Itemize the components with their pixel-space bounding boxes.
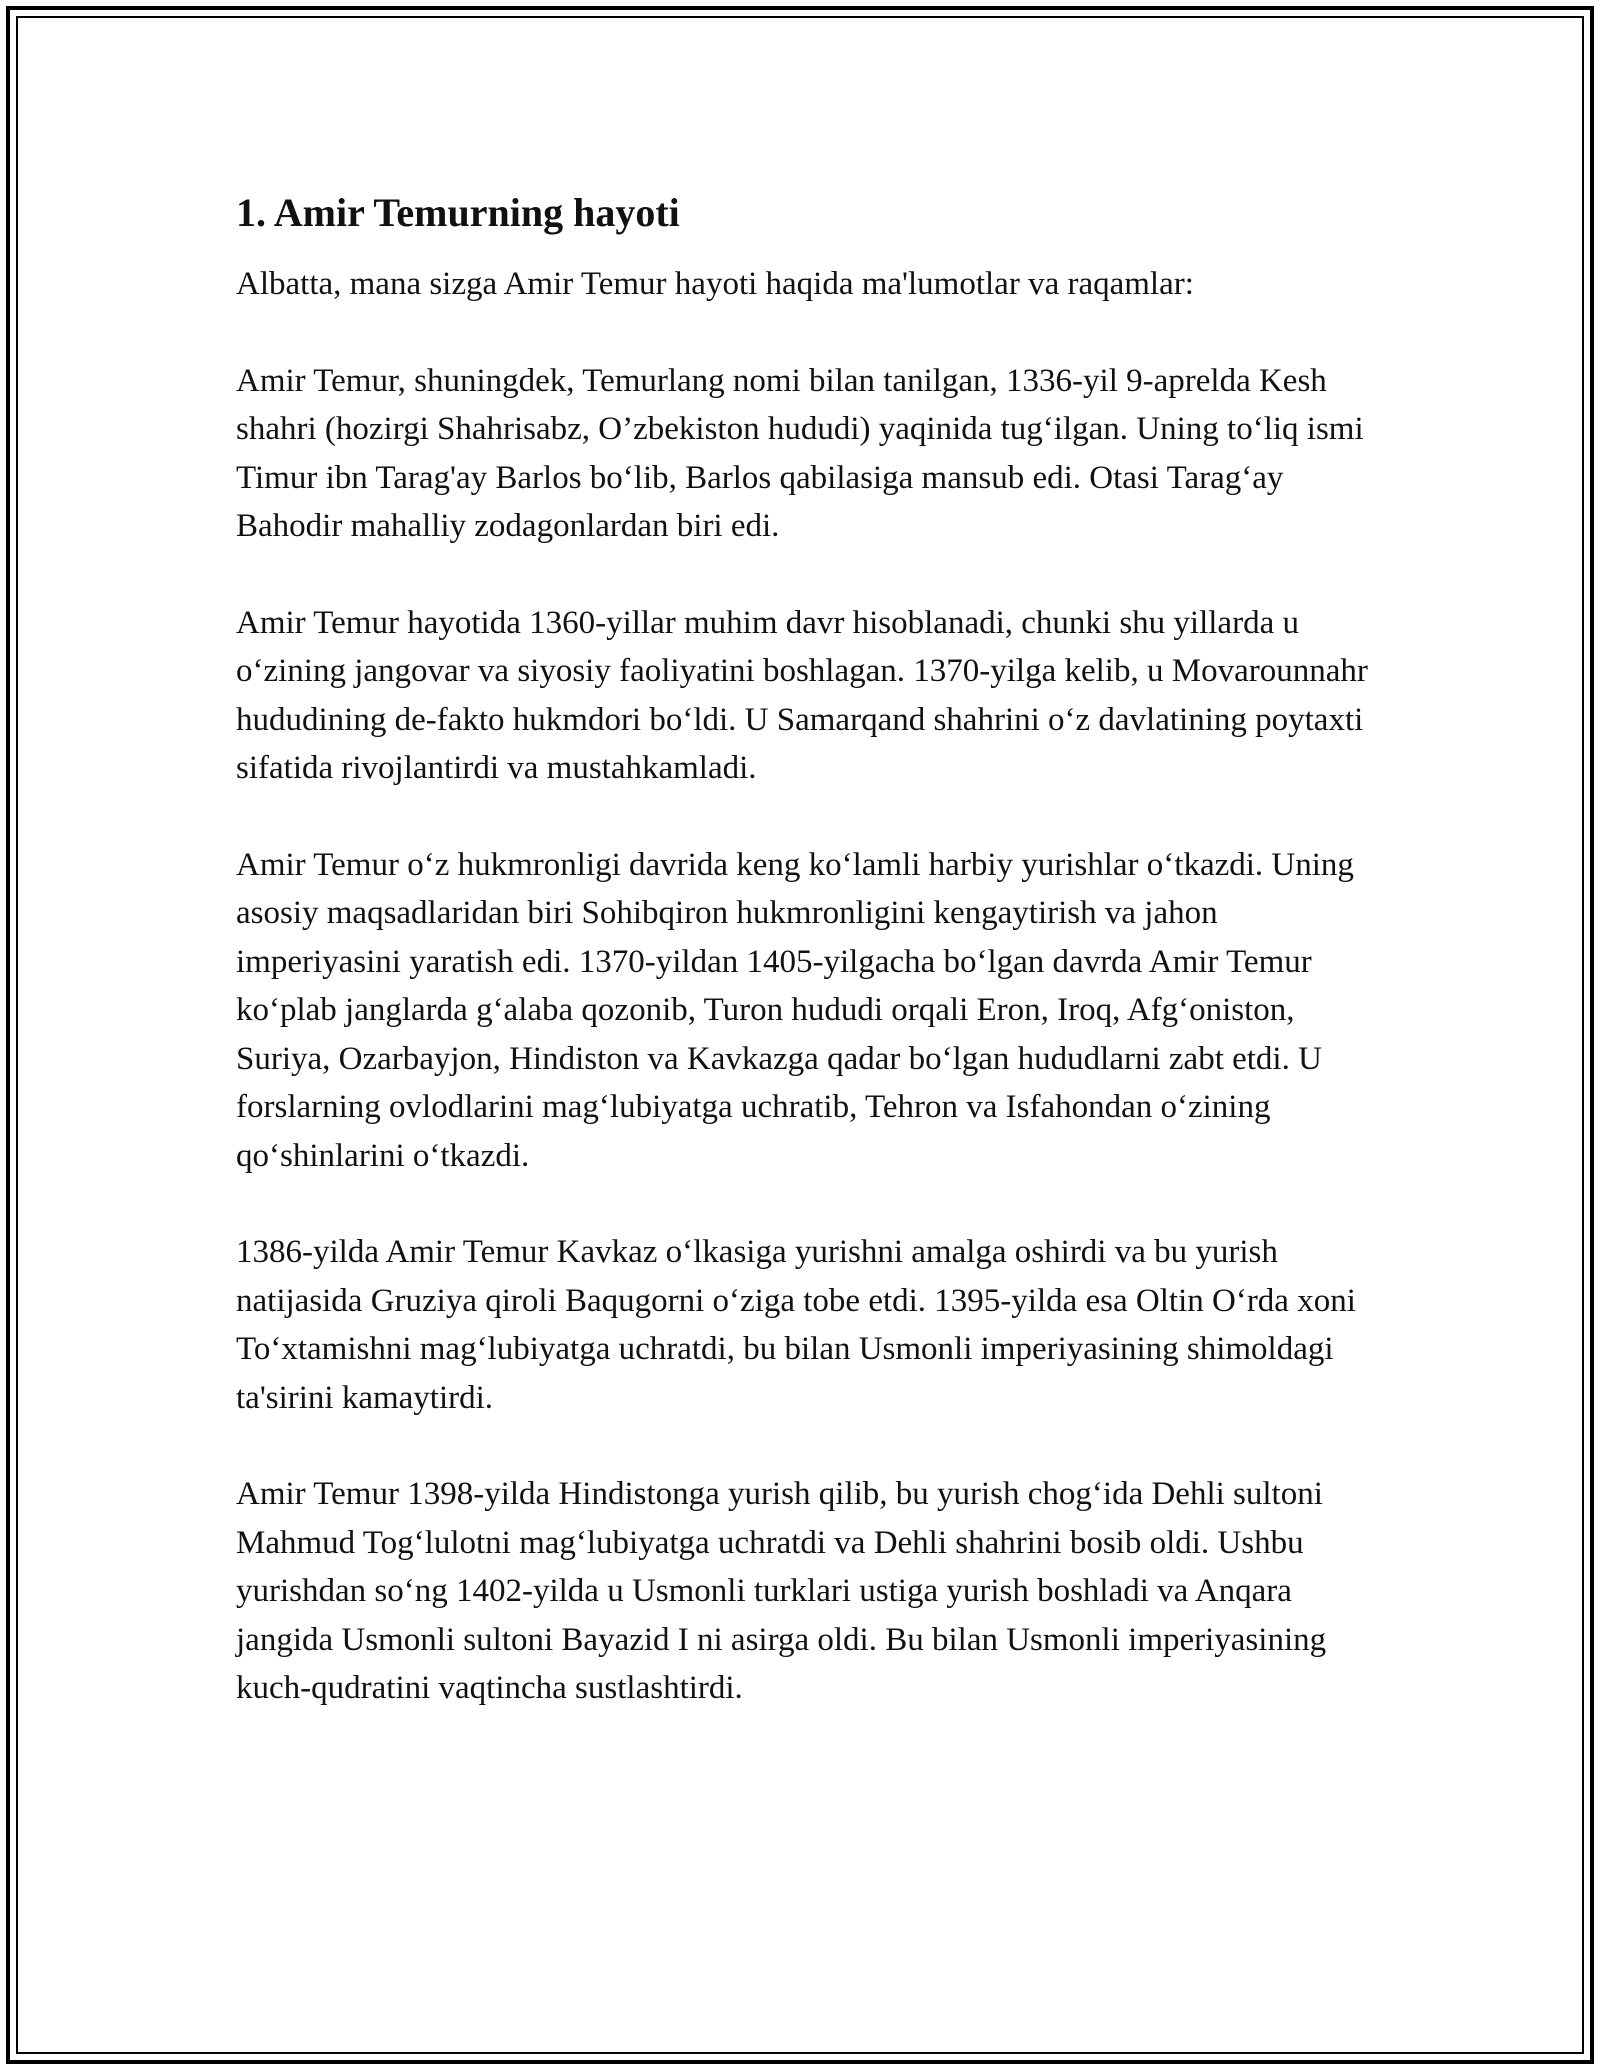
section-title: 1. Amir Temurning hayoti	[236, 190, 680, 235]
intro-paragraph: Albatta, mana sizga Amir Temur hayoti haqida ma'lumotlar va raqamlar:	[236, 266, 1194, 302]
india-ottoman-paragraph: Amir Temur 1398-yilda Hindistonga yurish qilib, bu yurish chog‘ida Dehli sultoni Mahmud Tog‘lulotni mag‘lubiyatga uchratdi va Dehli shahrini bosib oldi. Ushbu yurishdan so‘ng 1402-yilda u Usmonli turklari ustiga yurish boshladi va Anqara jangida Usmonli sultoni Bayazid I ni asirga oldi. Bu bilan Usmonli imperiyasining kuch-qudratini vaqtincha sustlashtirdi.	[236, 1476, 1327, 1706]
birth-paragraph: Amir Temur, shuningdek, Temurlang nomi bilan tanilgan, 1336-yil 9-aprelda Kesh shahri (hozirgi Shahrisabz, O’zbekiston hududi) yaqinida tug‘ilgan. Uning to‘liq ismi Timur ibn Tarag'ay Barlos bo‘lib, Barlos qabilasiga mansub edi. Otasi Tarag‘ay Bahodir mahalliy zodagonlardan biri edi.	[236, 362, 1364, 544]
document-body	[236, 188, 1372, 1761]
caucasus-paragraph: 1386-yilda Amir Temur Kavkaz o‘lkasiga yurishni amalga oshirdi va bu yurish natijasida Gruziya qiroli Baqugorni o‘ziga tobe etdi. 1395-yilda esa Oltin O‘rda xoni To‘xtamishni mag‘lubiyatga uchratdi, bu bilan Usmonli imperiyasining shimoldagi ta'sirini kamaytirdi.	[236, 1234, 1356, 1416]
conquests-paragraph: Amir Temur o‘z hukmronligi davrida keng ko‘lamli harbiy yurishlar o‘tkazdi. Uning asosiy maqsadlaridan biri Sohibqiron hukmronligini kengaytirish va jahon imperiyasini yaratish edi. 1370-yildan 1405-yilgacha bo‘lgan davrda Amir Temur ko‘plab janglarda g‘alaba qozonib, Turon hududi orqali Eron, Iroq, Afg‘oniston, Suriya, Ozarbayjon, Hindiston va Kavkazga qadar bo‘lgan hududlarni zabt etdi. U forslarning ovlodlarini mag‘lubiyatga uchratib, Tehron va Isfahondan o‘zining qo‘shinlarini o‘tkazdi.	[236, 846, 1354, 1174]
early-career-paragraph: Amir Temur hayotida 1360-yillar muhim davr hisoblanadi, chunki shu yillarda u o‘zining jangovar va siyosiy faoliyatini boshlagan. 1370-yilga kelib, u Movarounnahr hududining de-fakto hukmdori bo‘ldi. U Samarqand shahrini o‘z davlatining poytaxti sifatida rivojlantirdi va mustahkamladi.	[236, 604, 1368, 786]
